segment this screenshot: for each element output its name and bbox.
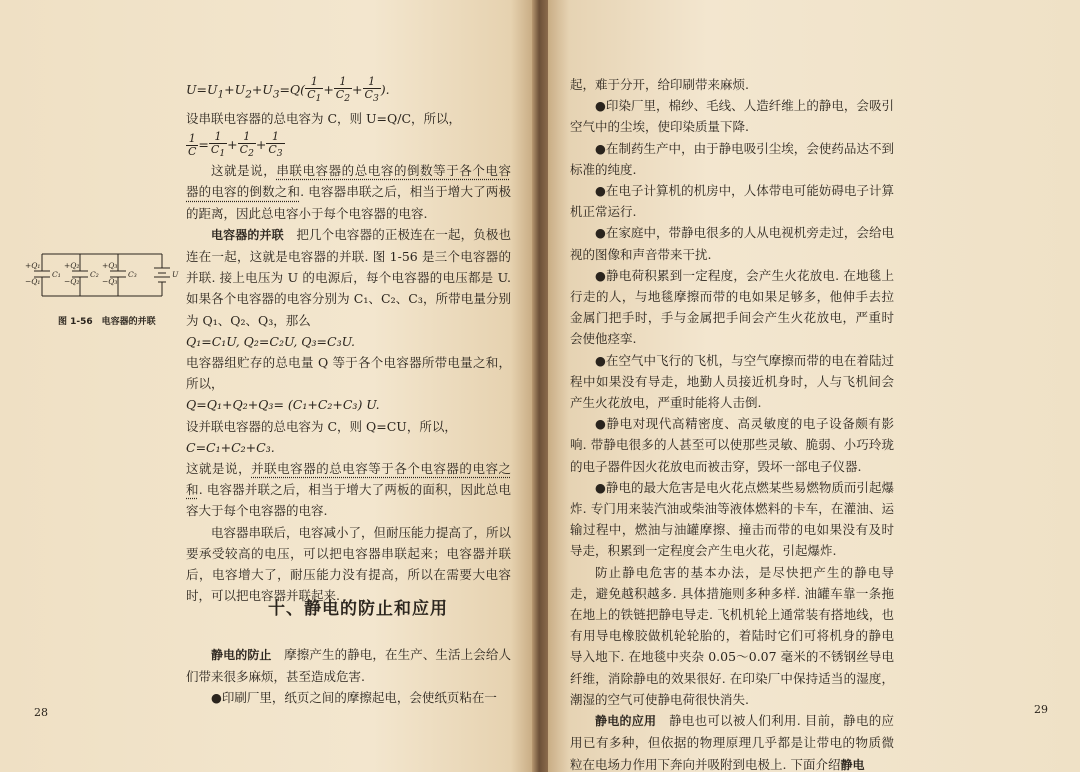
bullet-carpet: ●静电荷积累到一定程度，会产生火花放电. 在地毯上行走的人，与地毯摩擦而带的电如果足够多，他伸手去拉金属门把手时，手与金属把手间会产生火花放电，严重时会使他痉挛. [570, 267, 894, 347]
formula-series-voltage: $U=U_1+U_2+U_3=Q$( $\frac{1}{C_1}$ + $\frac{1}{C_2}$ + $\frac{1}{C_3}$ ). [186, 75, 390, 105]
prevention-heading: 静电的防止 [211, 648, 272, 662]
label-c2: C₂ [90, 270, 99, 279]
prevention-intro: 静电的防止 摩擦产生的静电，在生产、生活上会给人们带来很多麻烦，甚至造成危害. [186, 647, 511, 685]
printing-continued: 起，难于分开，给印刷带来麻烦. [570, 77, 749, 92]
label-q2-plus: +Q₂ [64, 261, 80, 270]
bullet-pharma: ●在制药生产中，由于静电吸引尘埃，会使药品达不到标准的纯度. [570, 140, 894, 177]
label-q2-minus: −Q₂ [64, 277, 80, 286]
application-heading: 静电的应用 [595, 714, 657, 729]
bullet-dyeing: ●印染厂里，棉纱、毛线、人造纤维上的静电，会吸引空气中的尘埃，使印染质量下降. [570, 98, 894, 135]
bullet-plane: ●在空气中飞行的飞机，与空气摩擦而带的电在着陆过程中如果没有导走，地勤人员接近机身时，人与飞机间会产生火花放电，严重时能将人击倒. [570, 352, 894, 411]
series-conclusion: 这就是说，串联电容器的总电容的倒数等于各个电容器的电容的倒数之和. 电容器串联之后，相当于增大了两极的距离，因此总电容小于每个电容器的电容. [186, 163, 511, 221]
label-u: U [172, 270, 179, 279]
comparison-paragraph: 电容器串联后，电容减小了，但耐压能力提高了，所以要承受较高的电压，可以把电容器串联起来；电容器并联后，电容增大了，耐压能力没有提高，所以在需要大电容时，可以把电容器并联起来. [186, 524, 512, 604]
right-page [548, 0, 1080, 772]
formula-parallel-charges: Q₁=C₁U, Q₂=C₂U, Q₃=C₃U. [186, 333, 355, 349]
parallel-capacitor-diagram [22, 246, 182, 304]
parallel-heading: 电容器的并联 [211, 227, 284, 242]
bullet-electronics: ●静电对现代高精密度、高灵敏度的电子设备颇有影响. 带静电很多的人甚至可以使那些灵敏、脆弱、小巧玲珑的电子器件因火花放电而被击穿，毁坏一部电子仪器. [570, 416, 894, 474]
parallel-total-sentence: 设并联电容器的总电容为 C，则 Q=CU，所以， [186, 418, 457, 434]
book-gutter [532, 0, 548, 772]
section-title: 十、静电的防止和应用 [268, 599, 448, 619]
figure-caption: 图 1-56 电容器的并联 [58, 317, 156, 327]
formula-parallel-total-charge: Q=Q₁+Q₂+Q₃= (C₁+C₂+C₃) U. [186, 397, 380, 413]
formula-series-capacitance: $\frac{1}{C}$ = $\frac{1}{C_1}$ + $\frac{1}{C_2}$ + $\frac{1}{C_3}$ [188, 130, 283, 160]
parallel-intro: 电容器的并联 把几个电容器的正极连在一起，负极也连在一起，这就是电容器的并联. 图 1-56 是三个电容器的并联. 接上电压为 U 的电源后，每个电容器的电压都是 U. 如果各个电容器的电容分别为 C₁、C₂、C₃，所带电量分别为 Q₁、Q₂、Q₃，那么 [186, 226, 511, 328]
left-text-bottom [186, 644, 511, 709]
parallel-conclusion: 这就是说，并联电容器的总电容等于各个电容器的电容之和. 电容器并联之后，相当于增大了两板的面积，因此总电容大于每个电容器的电容. [186, 461, 511, 519]
series-total-sentence: 设串联电容器的总电容为 C，则 U=Q/C，所以， [186, 110, 462, 126]
bullet-danger: ●静电的最大危害是电火花点燃某些易燃物质而引起爆炸. 专门用来装汽油或柴油等液体燃料的卡车，在灌油、运输过程中，燃油与油罐摩擦、撞击而带的电如果没有及时导走，积累到一定程度会产生电火花，引起爆炸. [570, 479, 894, 559]
page-number-right: 29 [1034, 703, 1048, 716]
label-q1-plus: +Q₁ [25, 261, 41, 270]
formula-parallel-capacitance: C=C₁+C₂+C₃. [186, 439, 275, 455]
label-q1-minus: −Q₁ [25, 277, 41, 286]
page-number-left: 28 [34, 706, 48, 719]
bullet-printing: ●印刷厂里，纸页之间的摩擦起电，会使纸页粘在一 [211, 690, 497, 706]
label-c1: C₁ [52, 270, 61, 279]
bullet-computer: ●在电子计算机的机房中，人体带电可能妨碍电子计算机正常运行. [570, 183, 894, 220]
application-paragraph: 静电的应用 静电也可以被人们利用. 目前，静电的应用已有多种，但依据的物理原理几乎都是让带电的物质微粒在电场力作用下奔向并吸附到电极上. 下面介绍静电 [570, 713, 894, 772]
bullet-home: ●在家庭中，带静电很多的人从电视机旁走过，会给电视的图像和声音带来干扰. [570, 225, 894, 262]
label-q3-plus: +Q₃ [102, 261, 118, 270]
prevention-methods: 防止静电危害的基本办法，是尽快把产生的静电导走，避免越积越多. 具体措施则多种多样. 油罐车靠一条拖在地上的铁链把静电导走. 飞机机轮上通常装有搭地线，也有用导电橡胶做机轮轮胎的，着陆时它们可将机身的静电导入地下. 在地毯中夹杂 0.05～0.07 毫米的不锈钢丝导电纤维，消除静电的效果很好. 在印染厂中保持适当的湿度，潮湿的空气可使静电荷很快消失. [570, 564, 894, 707]
left-page [0, 0, 532, 772]
left-text-top [186, 76, 511, 606]
label-q3-minus: −Q₃ [102, 277, 118, 286]
right-text [570, 74, 894, 772]
label-c3: C₃ [128, 270, 137, 279]
total-charge-sentence: 电容器组贮存的总电量 Q 等于各个电容器所带电量之和，所以， [186, 355, 511, 392]
